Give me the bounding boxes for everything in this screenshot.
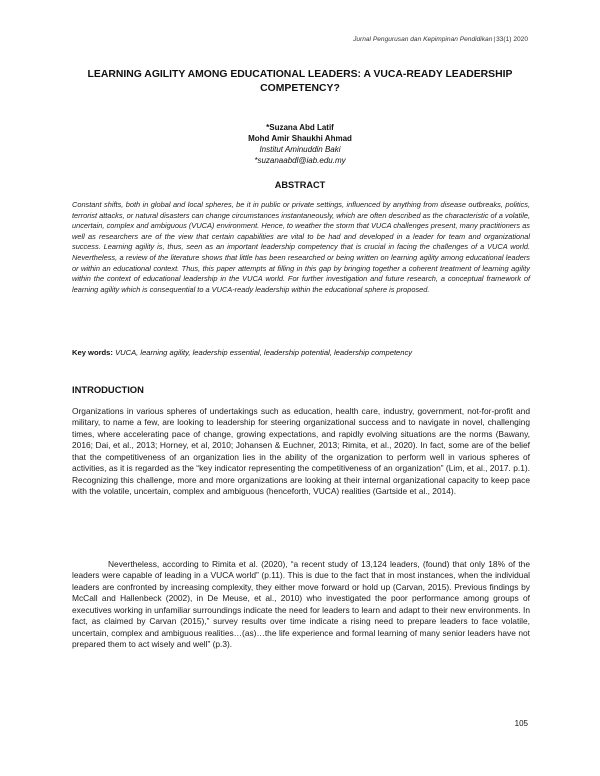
author-email: *suzanaabdl@iab.edu.my bbox=[254, 156, 346, 165]
abstract-text: Constant shifts, both in global and local spheres, be it in public or private settings, influenced by anything from disease outbreaks, politics, terrorist attacks, or natural disasters can change circumstances instantaneously, which are often described as the characteristic of a volatile, uncertain, complex and ambiguous (VUCA) environment. Hence, to weather the storm that VUCA challenges present, many practitioners as well as researchers are of the view that certain capabilities are vital to be had and developed in a leader for team and organizational success. Learning agility is, thus, seen as an important leadership competency that is crucial in facing the challenges of a VUCA world. Nevertheless, a review of the literature shows that little has been researched or being written on learning agility among educational leaders or within an educational context. Thus, this paper attempts at filling in this gap by bringing together a coherent treatment of learning agility within the context of educational leadership in the VUCA world. For further investigation and future research, a conceptual framework of learning agility which is consequential to a VUCA-ready leadership within the educational sphere is proposed. bbox=[72, 200, 530, 294]
introduction-paragraph-1: Organizations in various spheres of undertakings such as education, health care, industry, government, not-for-profit and military, to name a few, are looking to leadership for steering organizational success and to navigate in novel, challenging times, where accelerating pace of change, growing expectations, and rapidly evolving situations are the norms (Bawany, 2016; Dai, et al., 2013; Horney, et al, 2010; Johansen & Euchner, 2013; Rimita, et al., 2020). In fact, some are of the belief that the competitiveness of an organization lies in the ability of the organization to perform well in various spheres of activities, as it is regarded as the “key indicator representing the competitiveness of an organization” (Lim, et al., 2017. p.1). Recognizing this challenge, more and more organizations are looking at their internal organizational capacity to keep pace with the volatile, uncertain, complex and ambiguous (henceforth, VUCA) realities (Gartside et al., 2014). bbox=[72, 406, 530, 497]
abstract-heading: ABSTRACT bbox=[274, 180, 326, 190]
header-separator: | bbox=[493, 36, 496, 43]
author-2: Mohd Amir Shaukhi Ahmad bbox=[248, 134, 352, 143]
journal-name: Jurnal Pengurusan dan Kepimpinan Pendidikan bbox=[353, 36, 493, 43]
running-header bbox=[353, 36, 528, 43]
page-number: 105 bbox=[514, 719, 528, 728]
keywords-value: VUCA, learning agility, leadership essential, leadership potential, leadership competency bbox=[115, 348, 413, 357]
introduction-heading: INTRODUCTION bbox=[72, 384, 144, 395]
introduction-paragraph-2: Nevertheless, according to Rimita et al. (2020), “a recent study of 13,124 leaders, (found) that only 18% of the leaders were capable of leading in a VUCA world” (p.11). This is due to the fact that in most instances, when the individual leaders are confronted by increasing complexity, they either move forward or hold up (Carvan, 2015). Previous findings by McCall and Hallenbeck (2002), in De Meuse, et al., 2010) who investigated the poor performance among groups of executives working in unfamiliar surroundings indicate the need for leaders to learn and adapt to their new environments. In fact, as claimed by Carvan (2015),” survey results over time indicate a rising need to prepare leaders to face volatile, uncertain, complex and ambiguous realities…(as)…the life experience and formal learning of many senior leaders have not prepared them to act wisely and well” (p.3). bbox=[72, 559, 530, 650]
keywords-line bbox=[72, 348, 530, 358]
paper-title: LEARNING AGILITY AMONG EDUCATIONAL LEADERS: A VUCA-READY LEADERSHIP COMPETENCY? bbox=[87, 69, 513, 94]
journal-volume: 33(1) 2020 bbox=[496, 36, 528, 43]
author-1: *Suzana Abd Latif bbox=[266, 123, 334, 132]
institution: Institut Aminuddin Baki bbox=[259, 145, 341, 154]
author-block bbox=[0, 122, 600, 166]
keywords-label: Key words: bbox=[72, 348, 113, 357]
